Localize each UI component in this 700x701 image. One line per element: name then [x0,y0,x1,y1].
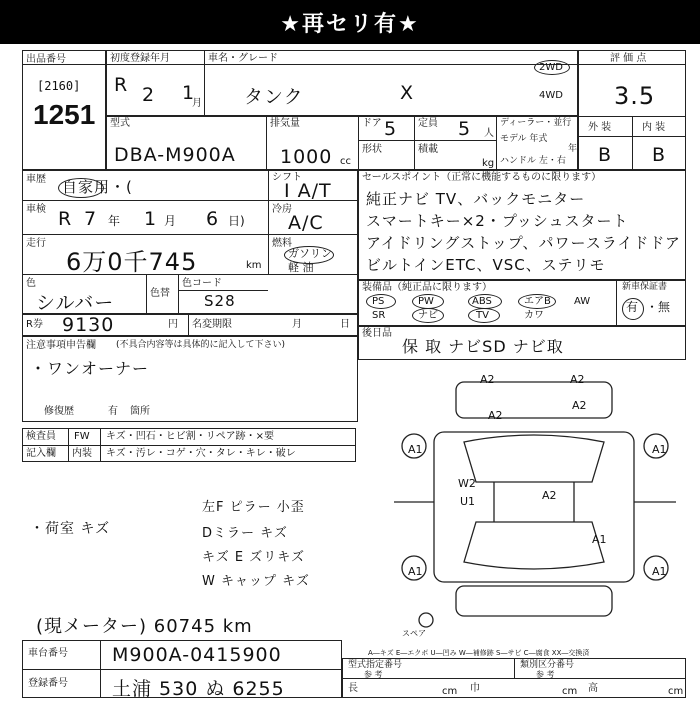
color-code: S28 [204,292,236,310]
chassis-value: M900A-0415900 [112,644,282,666]
inspector-label: 検査員 [26,431,56,442]
registration-era: R [114,74,129,96]
equip-pw: PW [418,296,434,307]
car-name: タンク [244,86,304,108]
registration-year: 2 [142,84,156,106]
divider [22,234,358,235]
handwritten-note: 左F ピラー 小歪 [202,500,305,515]
recycle-label: R券 [26,319,43,330]
divider [178,290,268,291]
equip-navi: ナビ [418,310,438,321]
spare-label: スペア [402,629,426,638]
divider [100,428,101,462]
damage-mark: A1 [408,443,423,456]
handwritten-note: ・荷室 キズ [30,521,111,537]
divider [106,64,578,65]
auction-sheet [22,50,694,700]
handwritten-note: W キャップ キズ [202,574,310,589]
damage-mark: W2 [458,477,476,490]
engine-label: 排気量 [270,118,300,129]
fuel-light-oil: 軽 油 [288,261,314,274]
divider [616,280,617,326]
doors-label: ドア [362,118,382,129]
damage-mark: A1 [592,533,607,546]
damage-mark: A2 [572,399,587,412]
ac-label: 冷房 [272,204,292,215]
aftermarket-label: 後日品 [362,328,392,339]
equip-leather: カワ [524,310,544,321]
sales-point-line: ビルトインETC、VSC、ステリモ [366,256,606,274]
name-change-month: 月 [292,319,302,330]
shift-value: I A/T [284,180,332,202]
interior-label: 内 装 [642,122,666,133]
interior-grade: B [652,144,667,166]
divider [268,170,269,274]
divider [178,274,179,314]
fw-label: FW [74,431,90,442]
name-change-day: 日 [340,319,350,330]
registration-row [106,50,578,116]
grade-label: 評 価 点 [610,53,647,64]
divider [188,314,189,336]
damage-mark: A2 [542,489,557,502]
plate-value: 土浦 530 ぬ 6255 [112,678,285,700]
divider [146,274,147,314]
fuel-gasoline: ガソリン [288,247,332,260]
history-value: 自家用・( [62,178,133,196]
sales-point-line: スマートキー×2・プッシュスタート [366,212,629,230]
type-no-label: 型式指定番号 [348,660,403,670]
repair-spot: 箇所 [130,406,150,417]
inspection-month-unit: 月 [164,214,177,228]
history-label: 車歴 [26,174,46,185]
warranty-no: 無 [658,300,671,314]
color-value: シルバー [36,292,115,314]
damage-mark: A2 [488,409,503,422]
plate-label: 登録番号 [28,678,68,689]
model-label: 型式 [110,118,130,129]
equip-tv: TV [476,310,489,321]
color-label: 色 [26,278,36,289]
divider [204,50,205,116]
model-value: DBA-M900A [114,144,236,166]
capacity-label: 定員 [418,118,438,129]
registration-month-unit: 月 [192,98,202,109]
divider [632,116,633,170]
shift-label: シフト [272,172,302,183]
car-damage-diagram [394,372,676,632]
ac-value: A/C [288,212,324,234]
width-label: 巾 [470,683,480,694]
warranty-yes: 有 [626,300,639,314]
repair-value: 有 [108,406,118,417]
capacity-value: 5 [458,118,472,140]
engine-value: 1000 [280,146,333,168]
divider [266,116,267,170]
repaint-label: 色替 [150,288,170,299]
model-year-label: モデル 年式 [500,134,548,144]
color-code-label: 色コード [182,278,222,289]
sales-point-line: 純正ナビ TV、バックモニター [366,190,586,208]
divider [22,669,342,670]
inspection-day: 6 [206,208,220,230]
shape-label: 形状 [362,144,382,155]
lot-label: 出品番号 [26,54,66,65]
registration-month: 1 [182,82,196,104]
repair-label: 修復歴 [44,406,74,417]
divider [22,445,356,446]
class-no-label: 類別区分番号 [520,660,575,670]
divider [22,64,106,65]
recycle-unit: 円 [168,319,178,330]
notes-label: 注意事項申告欄 [26,340,96,351]
notes-value: ・ワンオーナー [30,359,150,378]
height-label: 高 [588,683,598,694]
capacity-unit: 人 [484,128,494,139]
inspection-year-unit: 年 [108,214,121,228]
damage-legend: A―キズ E―エクボ U―凹み W―補修跡 S―サビ C―腐食 XX―交換済 [368,649,590,657]
model-year-unit: 年 [568,144,578,154]
divider [358,140,496,141]
mileage-unit: km [246,260,262,271]
handle-label: ハンドル 左・右 [500,156,566,166]
inspection-day-unit: 日) [228,214,245,228]
warranty-slash: ・ [646,300,659,314]
inspection-month: 1 [144,208,158,230]
equip-ps: PS [372,296,385,307]
length-unit: cm [442,686,458,697]
dealer-label: ディーラー・並行 [500,118,572,128]
drive-2wd: 2WD [539,62,563,73]
divider [342,678,686,679]
divider [578,64,686,65]
damage-mark: A1 [408,565,423,578]
fuel-label: 燃料 [272,238,292,249]
chassis-label: 車台番号 [28,648,68,659]
handwritten-note: Dミラー キズ [202,526,288,541]
divider [496,116,497,170]
damage-mark: A1 [652,443,667,456]
banner-title: ★再セリ有★ [280,11,420,37]
ref-label: 参 考 [536,670,555,679]
interior-inspect-label: 内装 [72,448,92,459]
car-grade: X [400,82,415,104]
entry-label: 記入欄 [26,448,56,459]
drive-4wd: 4WD [539,90,563,101]
damage-mark: U1 [460,495,476,508]
name-change-label: 名変期限 [192,319,232,330]
notes-hint: (不具合内容等は具体的に記入して下さい) [116,340,286,350]
aftermarket-value: 保 取 ナビSD ナビ取 [402,337,564,356]
lot-sub-number: [2160] [37,79,81,93]
inspector-row1-items: キズ・凹石・ヒビ割・リペア跡・×要 [106,431,274,442]
handwritten-note: キズ E ズリキズ [202,550,305,565]
ref-label: 参 考 [364,670,383,679]
equip-sr: SR [372,310,386,321]
damage-mark: A2 [570,373,585,386]
height-unit: cm [668,686,684,697]
inspection-era: R [58,208,73,230]
sales-point-line: アイドリングストップ、パワースライドドア [366,234,681,252]
inspection-year: 7 [84,208,98,230]
registration-label: 初度登録年月 [110,53,170,64]
inspection-label: 車検 [26,204,46,215]
load-label: 積載 [418,144,438,155]
mileage-value: 6万0千745 [66,248,198,276]
inspector-row2-items: キズ・汚レ・コゲ・穴・タレ・キレ・破レ [106,448,296,459]
divider [358,116,359,170]
divider [514,658,515,678]
equip-abs: ABS [472,296,492,307]
width-unit: cm [562,686,578,697]
lot-box [22,50,106,170]
exterior-grade: B [598,144,613,166]
recycle-value: 9130 [62,314,115,336]
car-name-label: 車名・グレード [208,53,278,64]
divider [68,428,69,462]
length-label: 長 [348,683,358,694]
equip-airbag: エアB [524,296,551,307]
damage-mark: A2 [480,373,495,386]
meter-reading: (現メーター) 60745 km [36,616,253,637]
engine-unit: cc [340,156,351,167]
warranty-label: 新車保証書 [622,282,668,292]
mileage-label: 走行 [26,238,46,249]
damage-mark: A1 [652,565,667,578]
exterior-label: 外 装 [588,122,612,133]
lot-number: 1251 [33,99,96,130]
sales-points-label: セールスポイント（正常に機能するものに限ります） [362,172,602,183]
resale-banner [0,0,700,44]
divider [414,116,415,170]
equipment-label: 装備品（純正品に限ります） [362,282,492,293]
grade-score: 3.5 [614,82,656,110]
equip-aw: AW [574,296,591,307]
load-unit: kg [482,158,495,169]
doors-value: 5 [384,118,398,140]
divider [100,640,101,698]
